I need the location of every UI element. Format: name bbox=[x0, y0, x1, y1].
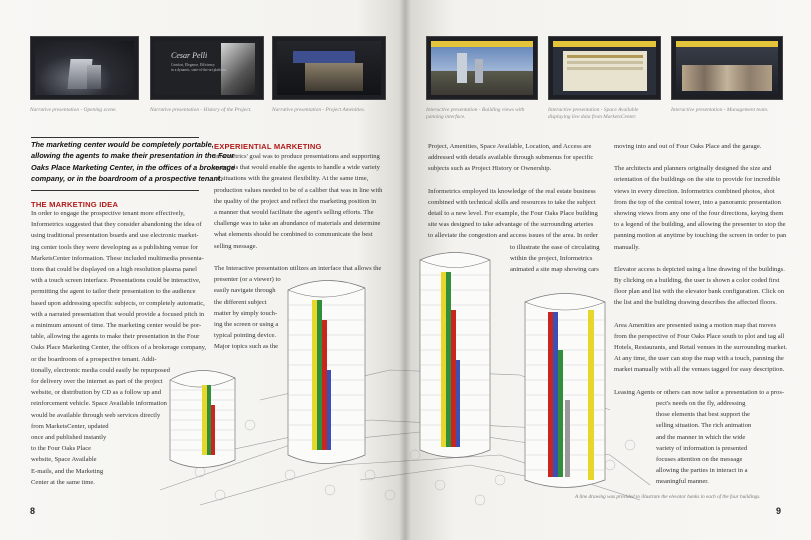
text-line: Leasing Agents or others can now tailor a presentation to a pros- bbox=[614, 388, 785, 396]
text-line: Project, Amenities, Space Available, Location, and Access are bbox=[428, 143, 592, 150]
text-line: with a narrated presentation that would provide a focused pitch in bbox=[31, 310, 205, 318]
text-line: tions that could be displayed on a high resolution plasma panel bbox=[31, 266, 197, 274]
text-line: Area Amenities are presented using a motion map that moves bbox=[614, 321, 777, 329]
text-line: addressed with details available through submenus for specific bbox=[428, 154, 594, 162]
text-line: matter by simply touch- bbox=[214, 309, 278, 317]
text-line: panning motion at anytime by touching the screen in order to pan bbox=[614, 232, 787, 240]
pull-quote-line: company, or in the boardroom of a prospective tenant. bbox=[31, 174, 223, 184]
text-line: subjects such as Project History or Ownership. bbox=[428, 165, 552, 173]
text-line: Hotels, Restaurants, and Retail venues in the surrounding market. bbox=[614, 344, 788, 352]
thumbnail-caption bbox=[548, 107, 638, 121]
heading-experiential-marketing: EXPERIENTIAL MARKETING bbox=[214, 142, 322, 151]
text-line: reinforcement vehicle. Space Available information bbox=[31, 400, 167, 408]
thumb-screen-title: Cesar Pelli bbox=[171, 51, 208, 60]
text-line: the quality of the project and reflect the marketing position in bbox=[214, 197, 377, 205]
pull-quote-rule-bottom bbox=[31, 190, 199, 191]
text-column-2a bbox=[214, 151, 382, 252]
page-number-right: 9 bbox=[776, 506, 782, 516]
text-line: Major topics such as the bbox=[214, 343, 279, 351]
text-line: with a touch screen interface. Presentations could be interactive, bbox=[31, 277, 201, 285]
pull-quote-rule-top bbox=[31, 137, 199, 138]
text-line: within the project, Informetrics bbox=[510, 254, 593, 262]
text-line: moving into and out of Four Oaks Place and the garage. bbox=[614, 143, 762, 150]
text-line: from the top of the central tower, into a panoramic presentation bbox=[614, 198, 781, 206]
text-line: pect's needs on the fly, addressing bbox=[656, 400, 746, 407]
text-line: The Interactive presentation utilizes an interface that allows the bbox=[214, 265, 382, 272]
text-line: to alleviate the congestion and access issues of the area. In order bbox=[428, 232, 598, 240]
text-line: table, allowing the agents to make their presentation in the Four bbox=[31, 333, 200, 341]
text-line: orientation of the buildings on the site to provide for incredible bbox=[614, 176, 781, 184]
text-line: focuses attention on the message bbox=[656, 456, 743, 464]
drawing-caption: A line drawing was provided to illustrate the elevator banks in each of the four buildings. bbox=[575, 494, 761, 500]
pull-quote-line: Oaks Place Marketing Center, in the offices of a brokerage bbox=[31, 162, 235, 172]
text-line: website, or distribution by CD as a follow up and bbox=[31, 389, 162, 397]
text-line: a minimum amount of time. The marketing center would be por- bbox=[31, 322, 202, 330]
text-line: By clicking on a building, the user is shown a color coded first bbox=[614, 277, 780, 285]
text-line: materials that would enable the agents to handle a wide variety bbox=[214, 164, 380, 172]
thumbnail-space-available bbox=[548, 36, 661, 100]
text-line: Informetrics' goal was to produce presentations and supporting bbox=[214, 153, 380, 160]
text-line: allowing the parties in interact in a bbox=[656, 467, 748, 475]
text-line: floor plan and list with the elevator bank configuration. Click on bbox=[614, 288, 785, 296]
text-line: Informetrics employed its knowledge of the real estate business bbox=[428, 187, 596, 195]
text-line: manually. bbox=[614, 243, 640, 251]
thumbnail-amenities bbox=[272, 36, 386, 100]
text-line: typical pointing device. bbox=[214, 332, 277, 340]
thumbnail-building-views bbox=[426, 36, 538, 100]
text-line: based upon addressing specific subjects, or completely automatic, bbox=[31, 299, 205, 307]
text-line: market manually with all the venues tagged for easy description. bbox=[614, 366, 785, 374]
text-line: ing center tools they were developing as a publishing venue for bbox=[31, 243, 198, 251]
thumbnail-history bbox=[150, 36, 264, 100]
text-line: Elevator access is depicted using a line drawing of the buildings. bbox=[614, 265, 785, 273]
text-line: production values needed to be of a caliber that was in line with bbox=[214, 186, 383, 194]
text-line: for delivery over the internet as part of the project bbox=[31, 378, 163, 386]
pull-quote-line: allowing the agents to make their presentation in the Four bbox=[31, 151, 235, 161]
text-line: from the perspective of Four Oaks Place south to plot and tag all bbox=[614, 332, 785, 340]
caption-line: panning interface. bbox=[426, 114, 466, 120]
text-line: tionally, electronic media could easily be repurposed bbox=[31, 366, 170, 374]
text-line: to a legend of the building, and allowing the presenter to stop the bbox=[614, 221, 786, 229]
spine-shadow bbox=[399, 0, 411, 540]
text-line: site was designed to take advantage of the surrounding arteries bbox=[428, 221, 594, 229]
caption-line: Interactive presentation - Space Available bbox=[548, 107, 639, 113]
text-line: from MarketsCenter, updated bbox=[31, 422, 109, 430]
text-line: the list and the building drawing describes the affected floors. bbox=[614, 299, 777, 307]
text-line: combined with technical skills and resources to take the subject bbox=[428, 198, 596, 206]
text-line bbox=[614, 309, 787, 320]
text-line: variety of information is presented bbox=[656, 444, 748, 452]
text-line: or the boardroom of a prospective tenant. Addi- bbox=[31, 355, 157, 363]
text-line: to illustrate the ease of circulating bbox=[510, 243, 600, 251]
thumb-screen-line: in a dynamic, state-of-the-art platform. bbox=[171, 68, 227, 72]
text-column-4b bbox=[656, 398, 751, 488]
building-c bbox=[420, 253, 490, 458]
text-line: MarketsCenter information. These included multimedia presenta- bbox=[31, 254, 204, 262]
building-d bbox=[525, 294, 605, 488]
thumb-screen-line: Comfort, Elegance, Efficiency bbox=[171, 63, 215, 67]
text-line bbox=[614, 152, 787, 163]
text-line: using traditional presentation boards and use electronic market- bbox=[31, 232, 199, 240]
text-line: would be available through web services directly bbox=[31, 411, 161, 419]
text-line: Center at the same time. bbox=[31, 478, 95, 486]
heading-marketing-idea: THE MARKETING IDEA bbox=[31, 200, 119, 209]
page-number-left: 8 bbox=[30, 506, 36, 516]
text-line: of situations with the greatest flexibility. At the same time, bbox=[214, 175, 369, 183]
text-line: and the manner in which the wide bbox=[656, 433, 746, 441]
text-line: detail to a new level. For example, the Four Oaks Place building bbox=[428, 210, 598, 218]
text-line: Oaks Place Marketing Center, the offices of a brokerage company, bbox=[31, 344, 207, 352]
text-line: once and published instantly bbox=[31, 434, 107, 442]
text-column-4a bbox=[614, 141, 787, 398]
text-line: In order to engage the prospective tenant more effectively, bbox=[31, 210, 185, 217]
pull-quote bbox=[31, 139, 235, 185]
pull-quote-line: The marketing center would be completely portable, bbox=[31, 140, 214, 149]
thumbnail-caption: Narrative presentation - Opening scene. bbox=[30, 107, 117, 113]
text-line bbox=[614, 376, 787, 387]
text-line: animated a site map showing cars bbox=[510, 266, 599, 274]
text-line: views in every direction. Informetrics combined photos, shot bbox=[614, 187, 775, 195]
text-line: E-mails, and the Marketing bbox=[31, 467, 104, 475]
thumbnail-opening-scene bbox=[30, 36, 139, 100]
text-column-3 bbox=[428, 141, 600, 275]
text-line: selling message. bbox=[214, 242, 258, 250]
caption-line: displaying live data from MarketsCenter. bbox=[548, 114, 637, 120]
text-line: permitting the agent to tailor their presentation to the audience bbox=[31, 288, 196, 296]
thumbnail-caption bbox=[426, 107, 524, 121]
text-line: presenter (or a viewer) to bbox=[214, 276, 281, 284]
text-line: selling situation. The rich animation bbox=[656, 422, 752, 430]
text-line: website, Space Available bbox=[31, 456, 97, 464]
text-column-1 bbox=[31, 208, 206, 488]
text-line: what elements should be combined to communicate the best bbox=[214, 231, 373, 239]
text-line: Informetrics suggested that they consider abandoning the idea of bbox=[31, 221, 202, 229]
text-line: challenge was to take an abundance of materials and determine bbox=[214, 220, 381, 228]
text-line: showing views from any one of the four directions, keying them bbox=[614, 210, 784, 218]
text-line: those elements that best support the bbox=[656, 411, 750, 419]
caption-line: Interactive presentation - Building views with bbox=[426, 107, 525, 113]
text-line bbox=[428, 175, 600, 186]
text-line: ing the screen or using a bbox=[214, 321, 279, 329]
text-line: the different subject bbox=[214, 298, 267, 306]
thumbnail-caption: Narrative presentation - Project Amenities. bbox=[272, 107, 366, 113]
text-line: a manner that would facilitate the agent's selling efforts. The bbox=[214, 209, 374, 217]
text-line: to the Four Oaks Place bbox=[31, 445, 92, 453]
text-line bbox=[614, 253, 787, 264]
text-line: At any time, the user can stop the map with a touch, panning the bbox=[614, 355, 784, 363]
text-line: The architects and planners originally designed the size and bbox=[614, 165, 772, 173]
thumbnail-management-team bbox=[671, 36, 783, 100]
text-line: easily navigate through bbox=[214, 287, 276, 295]
thumbnail-caption: Narrative presentation - History of the Project. bbox=[150, 107, 252, 113]
text-column-2b bbox=[214, 263, 381, 353]
thumbnail-caption: Interactive presentation - Management team. bbox=[671, 107, 769, 113]
text-line: meaningful manner. bbox=[656, 478, 709, 486]
